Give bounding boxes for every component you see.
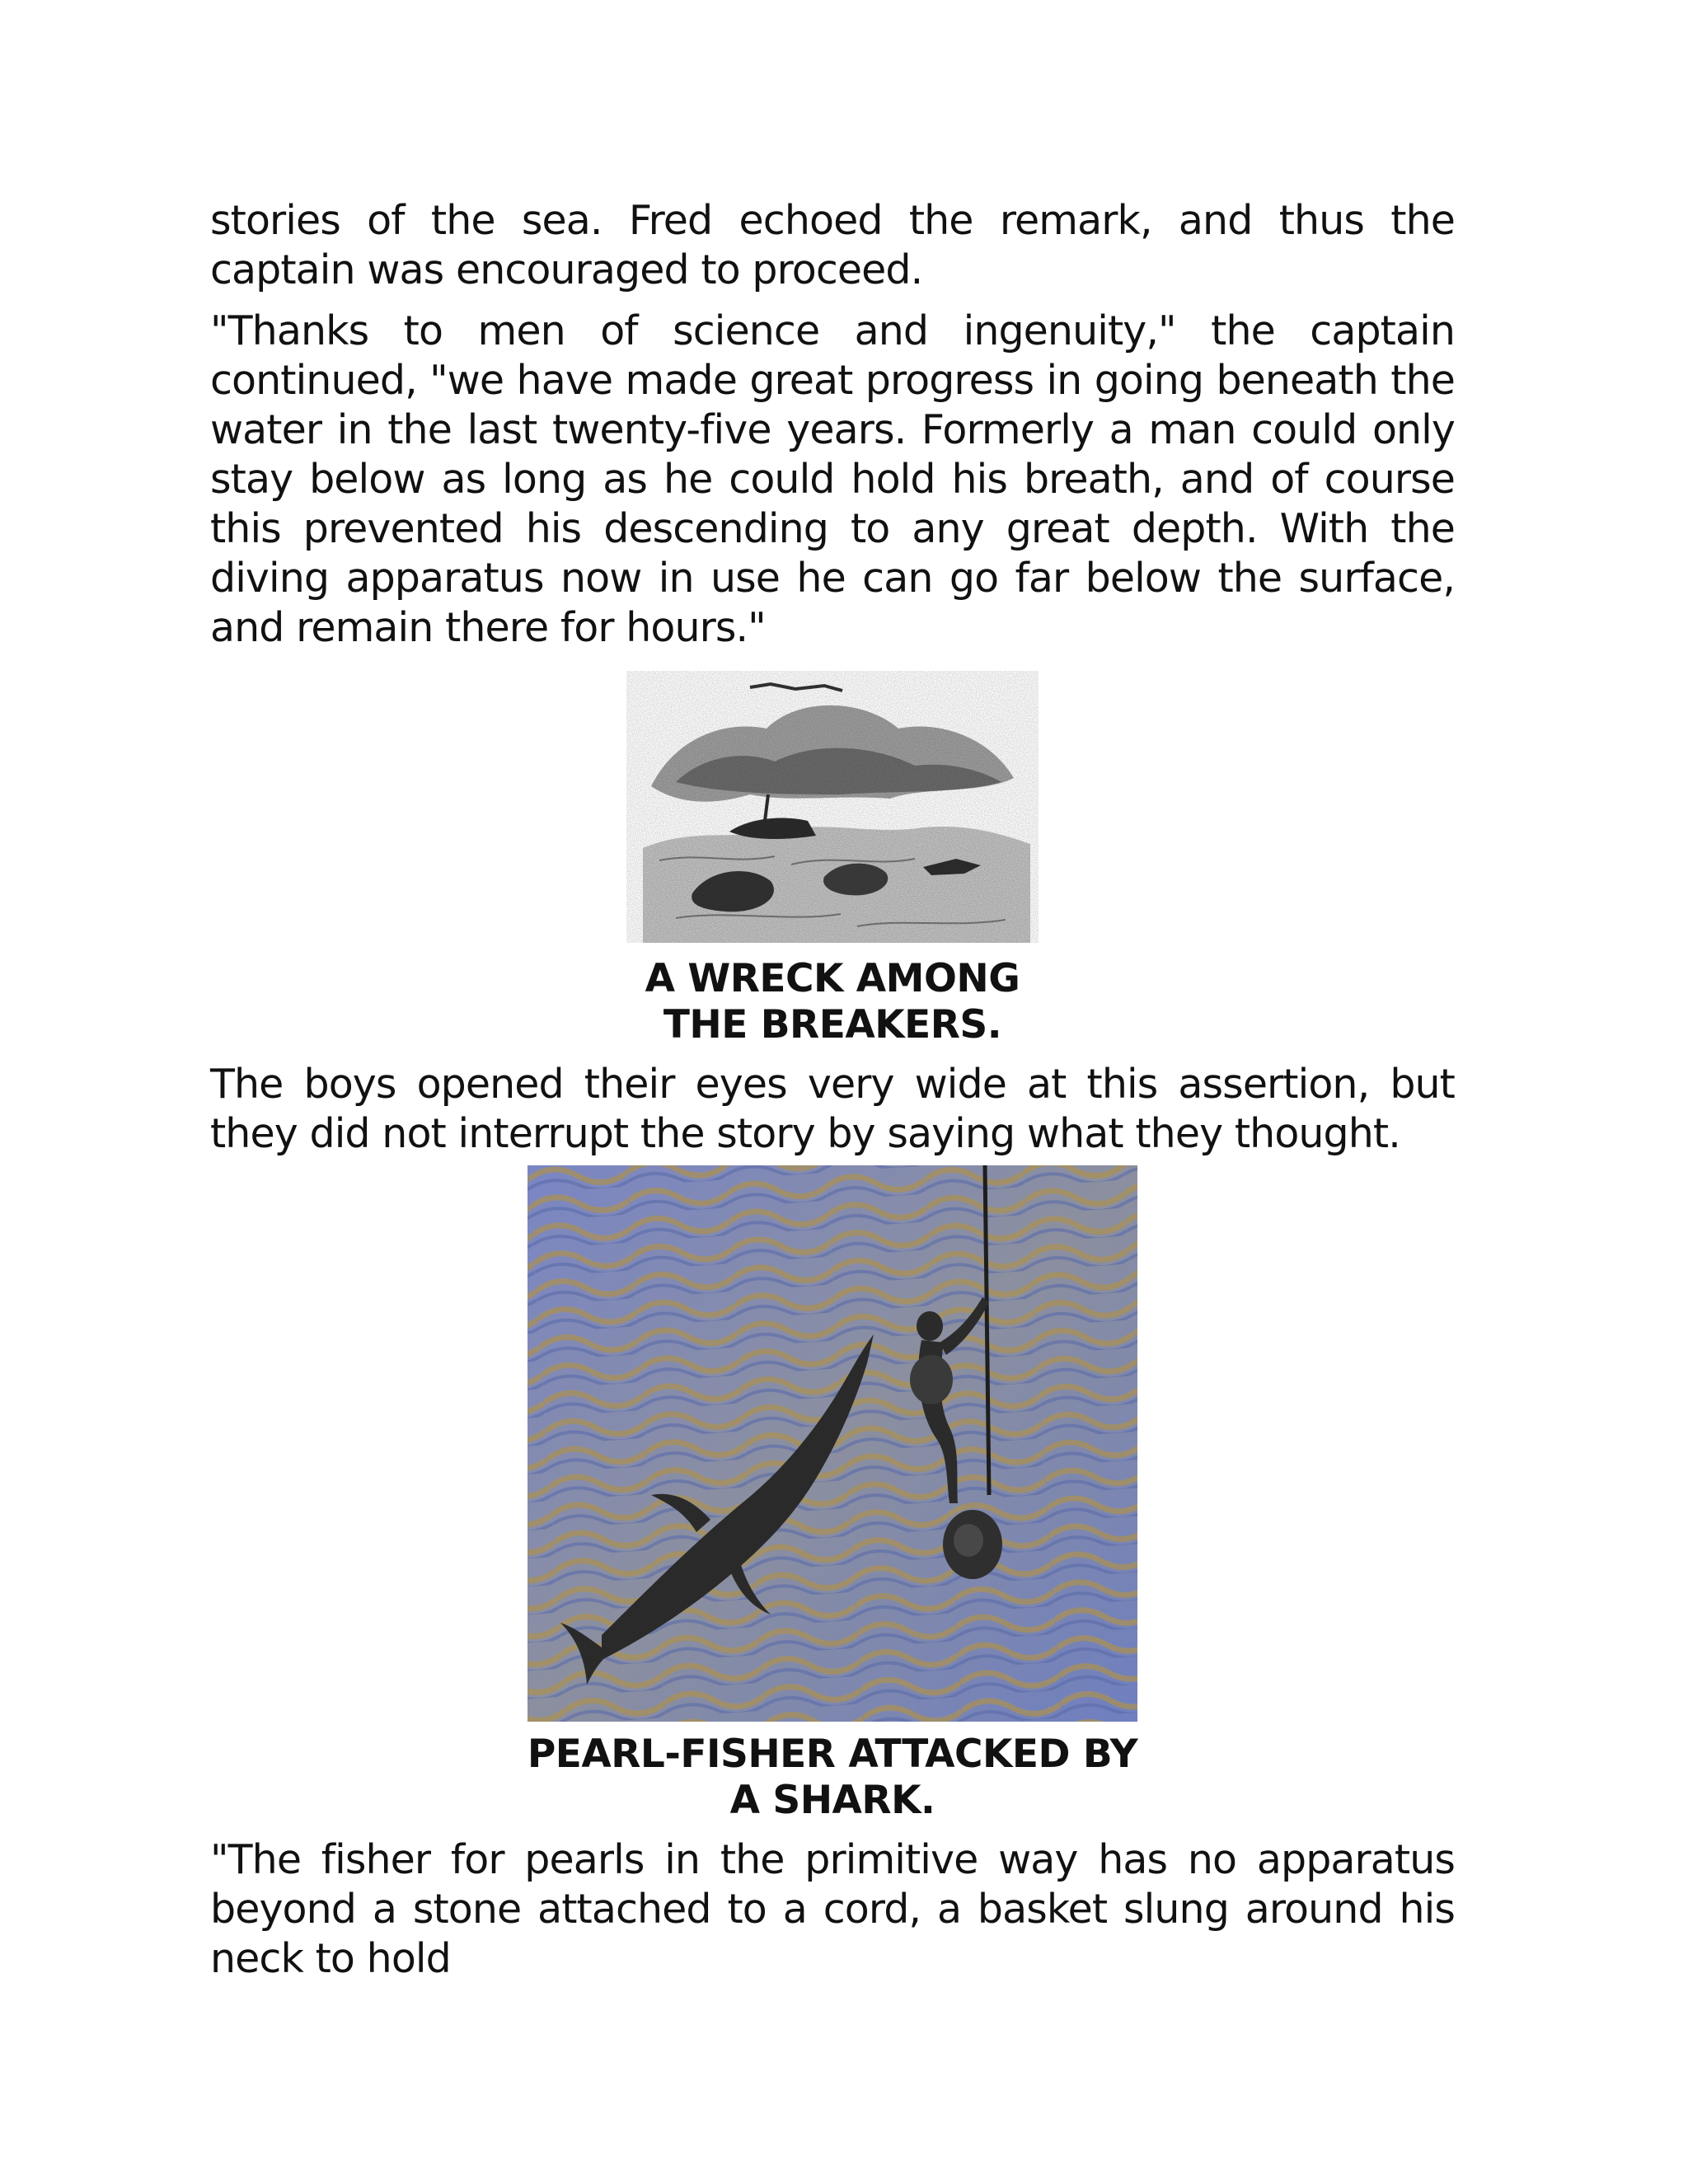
wreck-caption-line-2: THE BREAKERS. bbox=[663, 1002, 1002, 1047]
paragraph-fisher-for-pearls: "The fisher for pearls in the primitive way has no apparatus beyond a stone attached to a cord, a basket slung around his neck to hold bbox=[210, 1836, 1455, 1982]
shark-caption bbox=[210, 1732, 1455, 1824]
wreck-caption bbox=[210, 956, 1455, 1048]
shark-caption-line-2: A SHARK. bbox=[729, 1778, 935, 1823]
pearl-fisher-shark-illustration bbox=[528, 1165, 1137, 1722]
shark-caption-line-1: PEARL-FISHER ATTACKED BY bbox=[527, 1732, 1138, 1777]
paragraph-boys-opened-eyes: The boys opened their eyes very wide at this assertion, but they did not interrupt the story by saying what they thought. bbox=[210, 1061, 1455, 1157]
wreck-among-breakers-illustration bbox=[626, 671, 1039, 943]
wreck-caption-line-1: A WRECK AMONG bbox=[645, 956, 1020, 1001]
paragraph-stories-of-the-sea: stories of the sea. Fred echoed the remark, and thus the captain was encouraged to proceed. bbox=[210, 197, 1455, 293]
paragraph-captain-continued: "Thanks to men of science and ingenuity," the captain continued, "we have made great progress in going beneath the water in the last twenty-five years. Formerly a man could only stay below as long as he could hold his breath, and of course this prevented his descending to any great depth. With the diving apparatus now in use he can go far below the surface, and remain there for hours." bbox=[210, 307, 1455, 651]
book-page bbox=[210, 196, 1455, 1984]
